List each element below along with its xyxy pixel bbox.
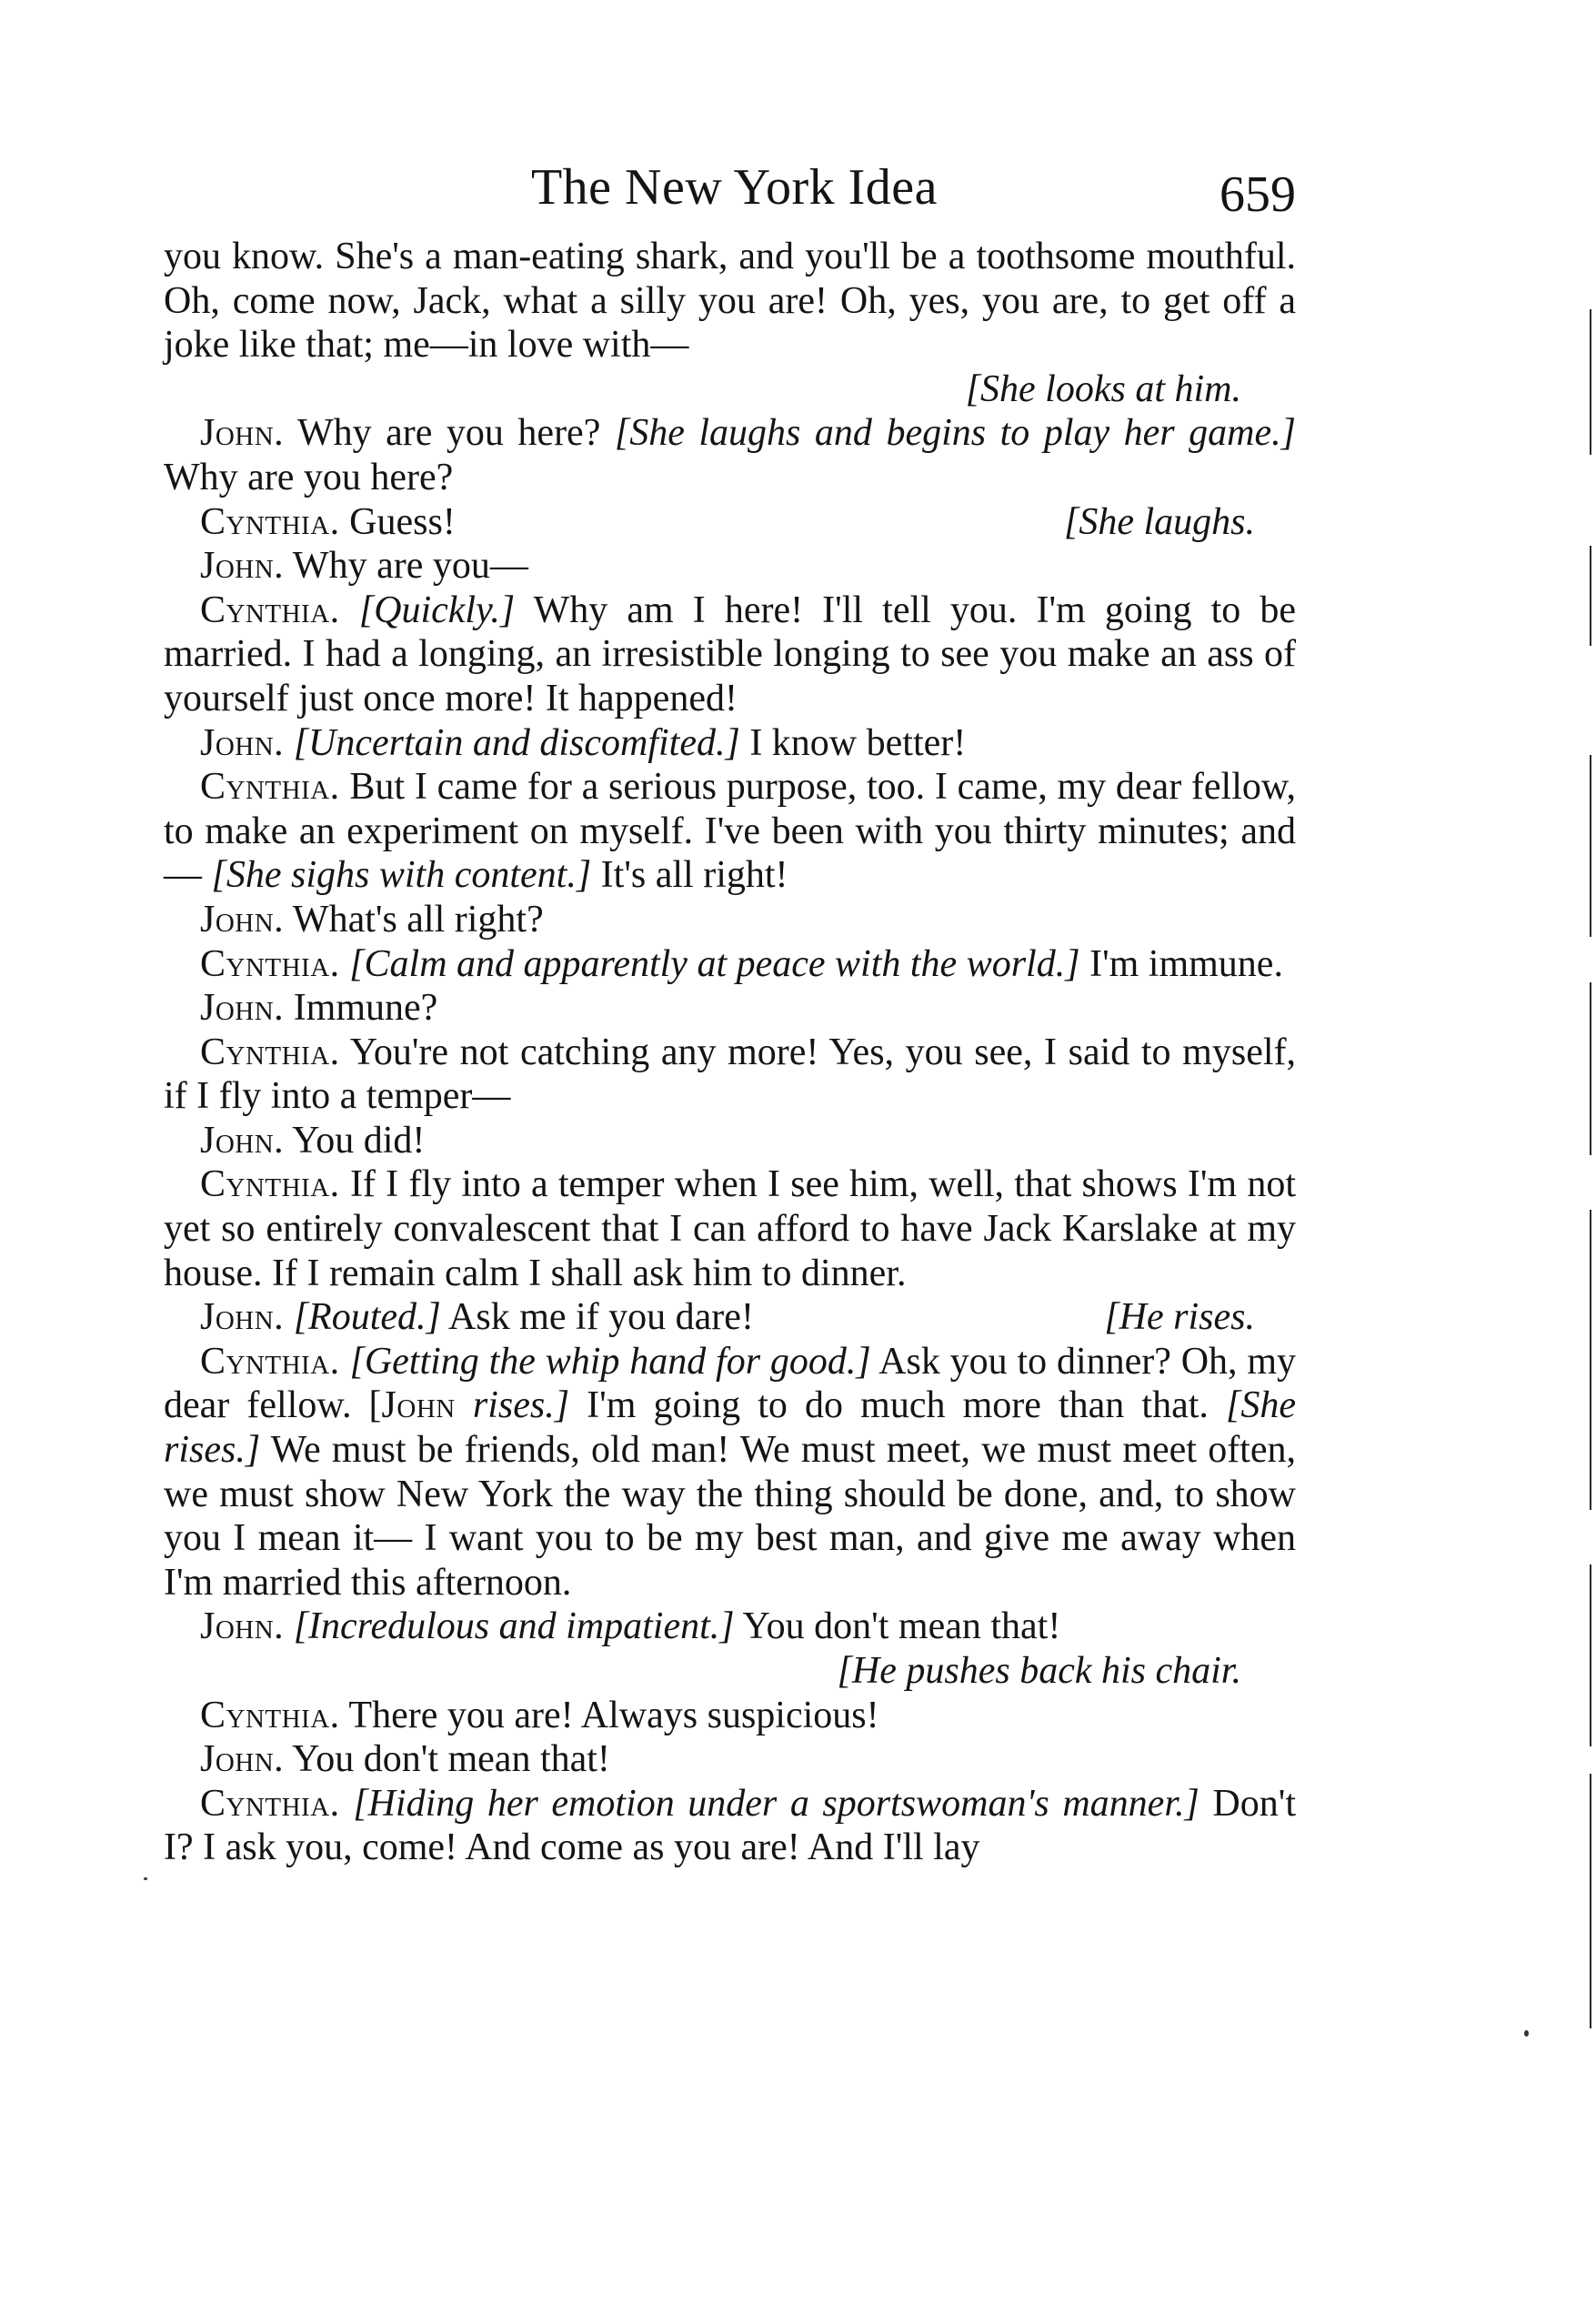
dialogue-line [164,1737,1296,1782]
speech-text: You don't mean that! [284,1738,610,1781]
stage-direction [164,1649,1296,1694]
speech-text: Why am I here! I'll tell you. I'm going to be married. I had a longing, an irresistible longing to see you make an ass of yourself just once more! It happened! [164,589,1297,719]
speaker-name: Cynthia. [200,1340,340,1383]
speech-text: Immune? [284,987,438,1030]
stage-direction-right: [He rises. [1104,1296,1255,1339]
speech-text [284,1296,294,1338]
dialogue-line [164,1162,1296,1295]
speaker-name: John. [200,898,285,941]
running-title: The New York Idea [530,159,939,216]
speaker-name: Cynthia. [200,1163,340,1206]
dialogue-line [164,1694,1296,1738]
speaker-name: John. [200,1738,285,1781]
scan-edge-mark [1590,1564,1591,1746]
speaker-name: John. [200,545,285,588]
speech-text: If I fly into a temper when I see him, well, that shows I'm not yet so entirely convalescent that I can afford to have Jack Karslake at my house. If I remain calm I shall ask him to dinner. [164,1163,1296,1294]
speech-text [340,943,350,985]
speaker-name: John. [200,987,285,1030]
dialogue-line [164,942,1296,987]
stage-direction-inline: [She looks at him. [965,367,1241,410]
stage-direction [164,367,1296,412]
speech-text: Ask you to dinner? Oh, my dear fellow. [ [164,1340,1297,1427]
speech-text: What's all right? [284,898,544,941]
speaker-name: John. [200,412,285,455]
dialogue-line [164,721,1296,766]
speaker-name: John. [200,1296,285,1339]
speaker-name: John. [200,1119,285,1162]
dialogue-line [164,1031,1296,1119]
speech-text: There you are! Always suspicious! [339,1694,879,1736]
dialogue-line [164,589,1296,721]
speech-text: But I came for a serious purpose, too. I came, my dear fellow, to make an experiment on myself. I've been with you thirty minutes; and— [164,766,1296,897]
speech-text [340,1783,354,1825]
scan-edge-mark [1590,1774,1591,2028]
dialogue-line [164,986,1296,1031]
stage-direction-inline: [Uncertain and discomfited.] [293,721,740,764]
speech-text: Ask me if you dare! [440,1296,754,1339]
dialogue-line [164,1119,1296,1163]
speech-text: Guess! [339,500,456,543]
stage-direction-right: [She laughs. [1064,500,1255,543]
speaker-name: Cynthia. [200,1782,340,1825]
speech-text [340,1341,350,1383]
stage-direction-inline: [She rises.] [164,1384,1296,1472]
page-header [173,155,1296,227]
speaker-name: Cynthia. [200,766,340,809]
speaker-name: Cynthia. [200,942,340,985]
speaker-name: John [381,1384,456,1427]
stage-direction-inline: [Incredulous and impatient.] [293,1605,735,1648]
speech-text: Why are you here? [284,412,615,455]
scan-edge-mark [1590,546,1591,646]
page-number: 659 [1220,166,1296,223]
stage-direction-inline: [She laughs and begins to play her game.] [614,412,1296,455]
scan-edge-mark [1590,755,1591,937]
speech-text: We must be friends, old man! We must meet, we must meet often, we must show New York the way the thing should be done, and, to show you I mean it— I want you to be my best man, and give me away when I'm married this afternoon. [164,1429,1296,1604]
dialogue-line [164,1605,1296,1649]
speaker-name: Cynthia. [200,1694,340,1736]
stage-direction-inline: [Getting the whip hand for good.] [349,1340,871,1383]
dialogue-line [164,1340,1296,1605]
speaker-name: John. [200,721,285,764]
stage-direction-inline: [Calm and apparently at peace with the world.] [349,942,1080,985]
speaker-name: Cynthia. [200,1031,340,1073]
speaker-name: Cynthia. [200,500,340,543]
speech-text: Don't I? I ask you, come! And come as you are! And I'll lay [164,1782,1296,1869]
stage-direction-inline: rises.] [472,1384,570,1427]
speech-text: you know. She's a man-eating shark, and you'll be a toothsome mouthful. Oh, come now, Jack, what a silly you are! Oh, yes, you are, to get off a joke like that; me—in love with— [164,236,1296,367]
stage-direction-inline: [He pushes back his chair. [837,1650,1241,1692]
scan-edge-mark [1590,1210,1591,1510]
dialogue-line [164,765,1296,898]
stage-direction-inline: [Routed.] [293,1296,441,1339]
speech-text: You don't mean that! [734,1605,1061,1648]
scan-edge-mark [1590,309,1591,455]
scan-speck [144,1877,147,1880]
speech-text: Why are you here? [164,456,454,498]
speech-text: I'm immune. [1079,942,1283,985]
speech-text: Why are you— [284,545,528,588]
dialogue-line [164,898,1296,942]
speech-text: I know better! [739,721,967,764]
speech-text [284,722,294,764]
speech-text: You're not catching any more! Yes, you see, I said to myself, if I fly into a temper— [164,1031,1296,1118]
speech-text: It's all right! [591,854,788,897]
continued-speech [164,235,1296,367]
scan-speck [1524,2030,1529,2037]
dialogue-line [164,411,1296,499]
stage-direction-inline: [Quickly.] [358,589,516,631]
speech-text [284,1605,294,1647]
stage-direction-inline: [She sighs with content.] [211,854,592,897]
speech-text: I'm going to do much more than that. [569,1384,1226,1427]
dialogue-line [164,500,1296,545]
stage-direction-inline: [Hiding her emotion under a sportswoman's manner.] [353,1782,1200,1825]
speaker-name: John. [200,1605,285,1648]
dialogue-line [164,544,1296,589]
speech-text [340,589,359,631]
speech-text [456,1384,473,1426]
speech-text: You did! [284,1119,426,1162]
dialogue-line [164,1782,1296,1870]
play-text-body [164,235,1296,1870]
speaker-name: Cynthia. [200,589,340,631]
dialogue-line [164,1295,1296,1340]
scan-edge-mark [1590,982,1591,1155]
